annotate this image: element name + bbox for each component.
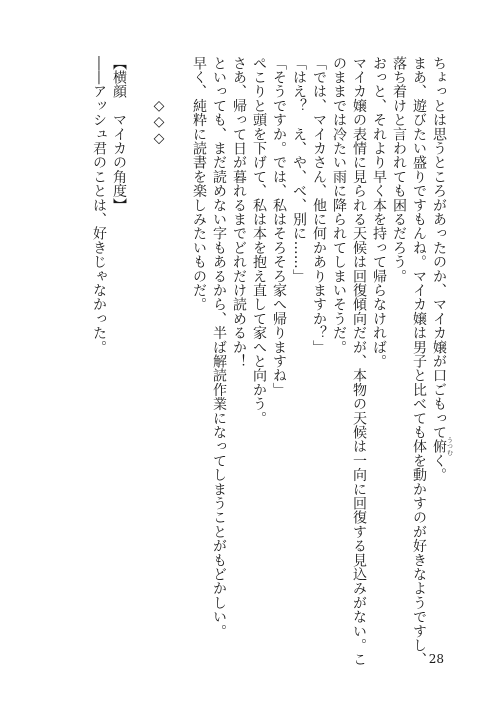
ruby-annotation <box>431 437 453 456</box>
ruby-reading: うつむ <box>445 437 453 456</box>
ruby-suffix: く。 <box>431 453 447 483</box>
dialogue-line-3: 「そうですか。では、私はそろそろ家へ帰りますね」 <box>271 56 287 397</box>
section-divider: ◇◇◇ <box>151 98 167 147</box>
text-line-1-main: ちょっとは思うところがあったのか、マイカ嬢が口ごもって <box>431 56 447 440</box>
text-line-6: のままでは冷たい雨に降られてしまいそうだ。 <box>331 56 347 355</box>
section-heading: 【横顔 マイカの角度】 <box>111 56 127 213</box>
text-line-4: おっと、それより早く本を持って帰らなければ。 <box>371 56 387 369</box>
text-line-7: ぺこりと頭を下げて、私は本を抱え直して家へと向かう。 <box>251 56 267 426</box>
text-line-2: まあ、遊びたい盛りですもんね。マイカ嬢は男子と比べても体を動かすのが好きなようですし、 <box>411 56 427 667</box>
section-first-line: ――アッシュ君のことは、好きじゃなかった。 <box>91 56 107 355</box>
blank-line-1 <box>169 56 189 616</box>
page-number: 28 <box>428 652 444 666</box>
dialogue-line-1: 「では、マイカさん、他に何かありますか？」 <box>311 56 327 355</box>
blank-line-2 <box>129 56 149 616</box>
text-line-10: 早く、純粋に読書を楽しみたいものだ。 <box>191 56 207 312</box>
text-line-3: 落ち着けと言われても困るだろう。 <box>391 56 407 284</box>
text-line-5: マイカ嬢の表情に見られる天候は回復傾向だが、本物の天候は一向に回復する見込みがない。こ <box>351 56 367 667</box>
text-line-1 <box>429 56 452 616</box>
text-line-9: といっても、まだ読めない字もあるから、半ば解読作業になってしまうことがもどかしい。 <box>211 56 227 639</box>
ruby-base: 俯 <box>431 437 447 456</box>
dialogue-line-2: 「はえ？ え、や、べ、別に……」 <box>291 56 307 284</box>
text-line-8: さあ、帰って日が暮れるまでどれだけ読めるか！ <box>231 56 247 369</box>
